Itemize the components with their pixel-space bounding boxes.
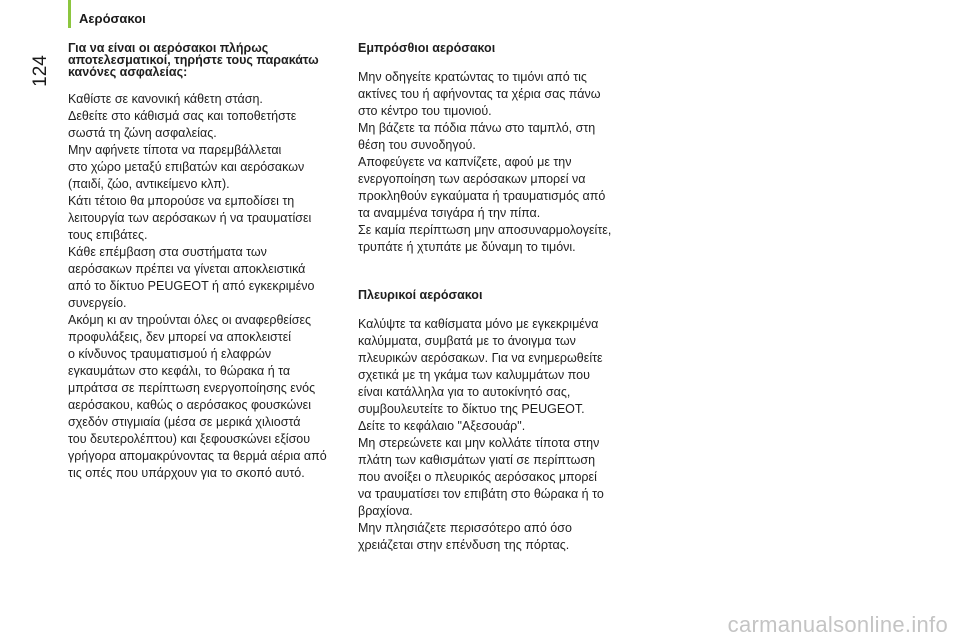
text-line: στο χώρο μεταξύ επιβατών και αερόσακων — [68, 160, 305, 174]
text-line: τις οπές που υπάρχουν για το σκοπό αυτό. — [68, 466, 305, 480]
text-line: που ανοίξει ο πλευρικός αερόσακος μπορεί — [358, 470, 597, 484]
text-line: γρήγορα απομακρύνοντας τα θερμά αέρια από — [68, 449, 327, 463]
text-line: Μην πλησιάζετε περισσότερο από όσο — [358, 521, 572, 535]
watermark: carmanualsonline.info — [727, 612, 948, 637]
text-line: πλάτη των καθισμάτων γιατί σε περίπτωση — [358, 453, 596, 467]
text-line: να τραυματίσει τον επιβάτη στο θώρακα ή το — [358, 487, 604, 501]
text-line: χρειάζεται στην επένδυση της πόρτας. — [358, 538, 570, 552]
text-line: ο κίνδυνος τραυματισμού ή ελαφρών — [68, 347, 272, 361]
text-line: (παιδί, ζώο, αντικείμενο κλπ). — [68, 177, 230, 191]
text-line: μπράτσα σε περίπτωση ενεργοποίησης ενός — [68, 381, 316, 395]
text-line: πλευρικών αερόσακων. Για να ενημερωθείτε — [358, 351, 603, 365]
text-line: συνεργείο. — [68, 296, 127, 310]
text-line: θέση του συνοδηγού. — [358, 138, 476, 152]
text-line: Μη στερεώνετε και μην κολλάτε τίποτα στην — [358, 436, 600, 450]
text-line: Κάθε επέμβαση στα συστήματα των — [68, 245, 267, 259]
text-line: είναι κατάλληλα για το αυτοκίνητό σας, — [358, 385, 571, 399]
text-line: ακτίνες του ή αφήνοντας τα χέρια σας πάνω — [358, 87, 601, 101]
text-line: τους επιβάτες. — [68, 228, 148, 242]
text-line: καλύμματα, συμβατά με το άνοιγμα των — [358, 334, 576, 348]
safety-rules-text — [68, 91, 336, 482]
text-line: Δεθείτε στο κάθισμά σας και τοποθετήστε — [68, 109, 297, 123]
left-column — [68, 42, 336, 482]
text-line: αερόσακων πρέπει να γίνεται αποκλειστικά — [68, 262, 306, 276]
page-number: 124 — [30, 55, 51, 87]
text-line: σωστά τη ζώνη ασφαλείας. — [68, 126, 217, 140]
front-airbags-text — [358, 69, 633, 256]
text-line: σχετικά με τη γκάμα των καλυμμάτων που — [358, 368, 590, 382]
section-accent-bar — [68, 0, 71, 28]
text-line: από το δίκτυο PEUGEOT ή από εγκεκριμένο — [68, 279, 315, 293]
text-line: Αποφεύγετε να καπνίζετε, αφού με την — [358, 155, 572, 169]
lateral-airbags-heading: Πλευρικοί αερόσακοι — [358, 288, 483, 302]
text-line: προκληθούν εγκαύματα ή τραυματισμός από — [358, 189, 606, 203]
right-column — [358, 42, 633, 554]
text-line: βραχίονα. — [358, 504, 413, 518]
text-line: Καλύψτε τα καθίσματα μόνο με εγκεκριμένα — [358, 317, 599, 331]
text-line: Κάτι τέτοιο θα μπορούσε να εμποδίσει τη — [68, 194, 295, 208]
text-line: Μη βάζετε τα πόδια πάνω στο ταμπλό, στη — [358, 121, 596, 135]
text-line: Ακόμη κι αν τηρούνται όλες οι αναφερθείσες — [68, 313, 312, 327]
text-line: του δευτερολέπτου) και ξεφουσκώνει εξίσου — [68, 432, 311, 446]
text-line: αερόσακου, καθώς ο αερόσακος φουσκώνει — [68, 398, 312, 412]
text-line: Μην οδηγείτε κρατώντας το τιμόνι από τις — [358, 70, 587, 84]
text-line: Σε καμία περίπτωση μην αποσυναρμολογείτε, — [358, 223, 612, 237]
text-line: τρυπάτε ή χτυπάτε με δύναμη το τιμόνι. — [358, 240, 576, 254]
text-line: προφυλάξεις, δεν μπορεί να αποκλειστεί — [68, 330, 292, 344]
text-line: εγκαυμάτων στο κεφάλι, το θώρακα ή τα — [68, 364, 291, 378]
text-line: Μην αφήνετε τίποτα να παρεμβάλλεται — [68, 143, 282, 157]
text-line: σχεδόν στιγμιαία (μέσα σε μερικά χιλιοστά — [68, 415, 301, 429]
text-line: συμβουλευτείτε το δίκτυο της PEUGEOT. — [358, 402, 585, 416]
safety-rules-heading: Για να είναι οι αερόσακοι πλήρως αποτελεσματικοί, τηρήστε τους παρακάτω κανόνες ασφαλείας: — [68, 41, 319, 79]
section-title: Αερόσακοι — [79, 11, 146, 26]
text-line: στο κέντρο του τιμονιού. — [358, 104, 492, 118]
front-airbags-heading: Εμπρόσθιοι αερόσακοι — [358, 41, 496, 55]
text-line: ενεργοποίηση των αερόσακων μπορεί να — [358, 172, 586, 186]
text-line: Δείτε το κεφάλαιο "Αξεσουάρ". — [358, 419, 526, 433]
lateral-airbags-text — [358, 316, 633, 554]
text-line: Καθίστε σε κανονική κάθετη στάση. — [68, 92, 263, 106]
text-line: τα αναμμένα τσιγάρα ή την πίπα. — [358, 206, 541, 220]
text-line: λειτουργία των αερόσακων ή να τραυματίσει — [68, 211, 312, 225]
